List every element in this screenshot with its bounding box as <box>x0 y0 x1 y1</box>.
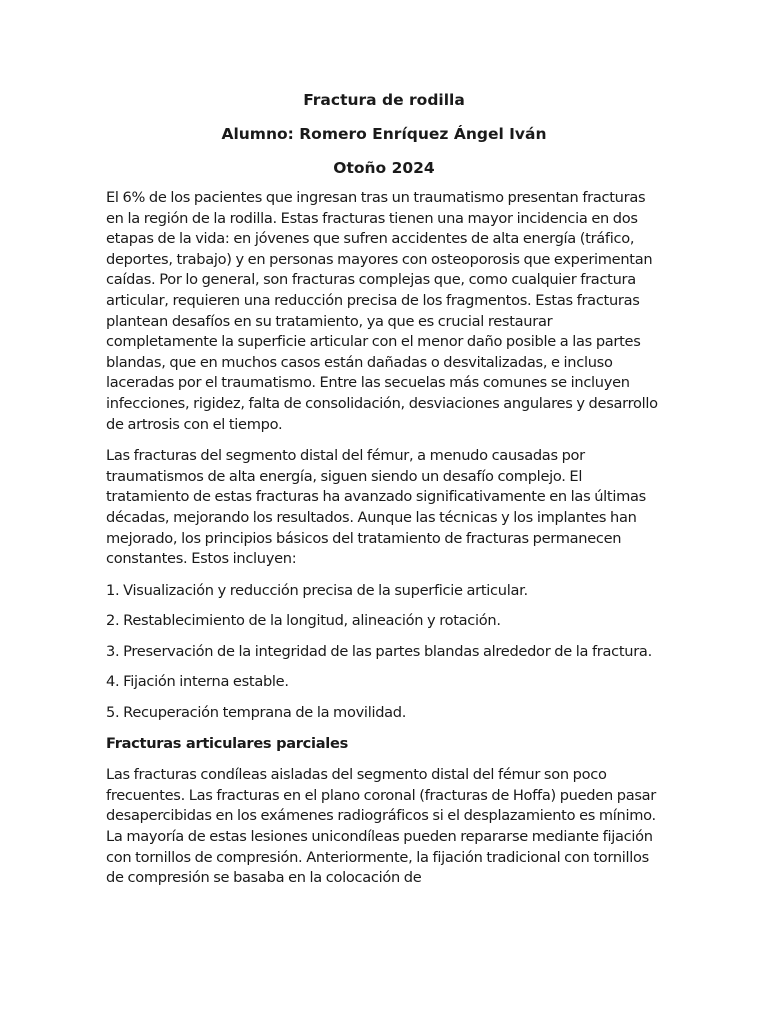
principle-list-item: 5. Recuperación temprana de la movilidad. <box>106 704 407 722</box>
principle-list-item: 3. Preservación de la integridad de las partes blandas alrededor de la fractura. <box>106 642 652 660</box>
principle-list-item: 1. Visualización y reducción precisa de la superficie articular. <box>106 581 528 599</box>
principle-list-item: 4. Fijación interna estable. <box>106 673 289 691</box>
document-title: Fractura de rodilla <box>303 91 465 109</box>
document-page <box>106 90 662 900</box>
principle-list-item: 2. Restablecimiento de la longitud, alineación y rotación. <box>106 612 501 630</box>
section-heading: Fracturas articulares parciales <box>106 734 348 752</box>
section-paragraph: Las fracturas condíleas aisladas del segmento distal del fémur son poco frecuentes. Las fracturas en el plano coronal (fracturas de Hoffa) pueden pasar desapercibidas en los exámenes radiográficos si el desplazamiento es mínimo. La mayoría de estas lesiones unicondíleas pueden repararse mediante fijación con tornillos de compresión. Anteriormente, la fijación tradicional con tornillos de compresión se basaba en la colocación de <box>106 766 656 887</box>
term-line: Otoño 2024 <box>333 159 435 177</box>
intro-paragraph: El 6% de los pacientes que ingresan tras un traumatismo presentan fracturas en la región de la rodilla. Estas fracturas tienen una mayor incidencia en dos etapas de la vida: en jóvenes que sufren accidentes de alta energía (tráfico, deportes, trabajo) y en personas mayores con osteoporosis que experimentan caídas. Por lo general, son fracturas complejas que, como cualquier fractura articular, requieren una reducción precisa de los fragmentos. Estas fracturas plantean desafíos en su tratamiento, ya que es crucial restaurar completamente la superficie articular con el menor daño posible a las partes blandas, que en muchos casos están dañadas o desvitalizadas, e incluso laceradas por el traumatismo. Entre las secuelas más comunes se incluyen infecciones, rigidez, falta de consolidación, desviaciones angulares y desarrollo de artrosis con el tiempo. <box>106 189 658 433</box>
author-line: Alumno: Romero Enríquez Ángel Iván <box>221 125 547 143</box>
femur-paragraph: Las fracturas del segmento distal del fémur, a menudo causadas por traumatismos de alta energía, siguen siendo un desafío complejo. El tratamiento de estas fracturas ha avanzado significativamente en las últimas décadas, mejorando los resultados. Aunque las técnicas y los implantes han mejorado, los principios básicos del tratamiento de fracturas permanecen constantes. Estos incluyen: <box>106 447 646 568</box>
